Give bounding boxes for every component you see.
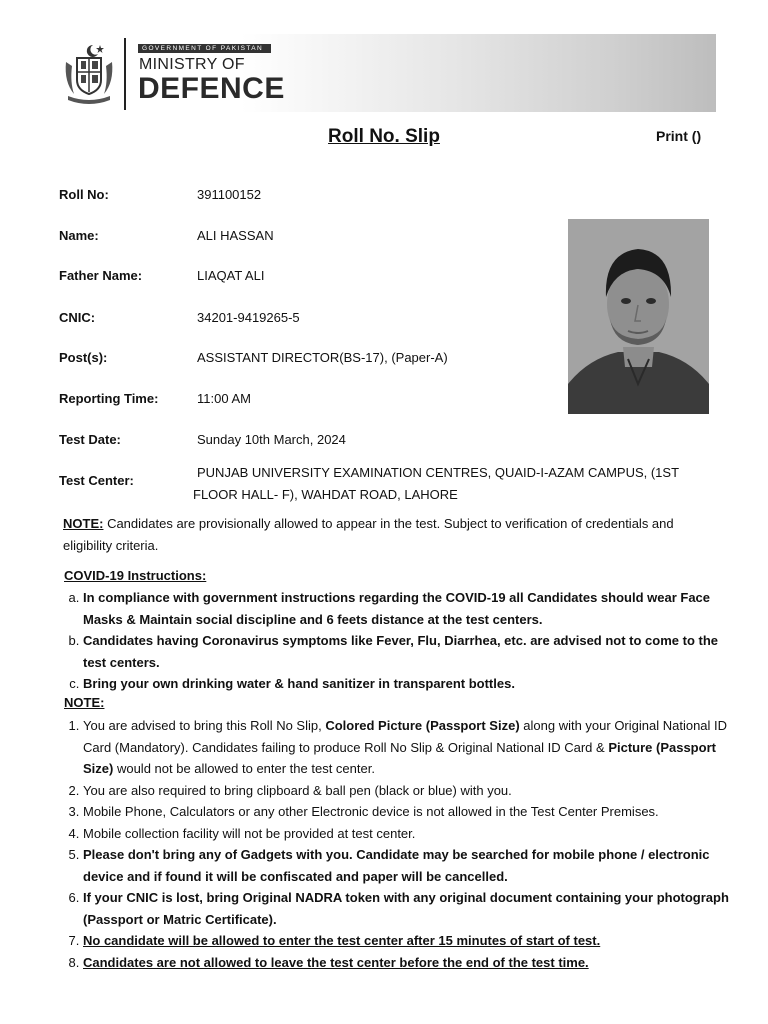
name-label: Name: xyxy=(59,228,99,243)
test-date-value: Sunday 10th March, 2024 xyxy=(197,432,346,447)
list-item xyxy=(83,630,733,673)
roll-no-label: Roll No: xyxy=(59,187,109,202)
list-item xyxy=(83,780,733,802)
note-text: Candidates are provisionally allowed to appear in the test. Subject to verification of credentials and eligibility criteria. xyxy=(63,516,674,553)
note-2: You are also required to bring clipboard & ball pen (black or blue) with you. xyxy=(83,782,512,798)
list-item xyxy=(83,930,733,952)
list-item xyxy=(83,673,733,695)
note-1c: along with your Original National ID Card (Mandatory). Candidates failing to produce Roll No Slip & Original National ID Card & xyxy=(83,718,728,755)
note-5: Please don't bring any of Gadgets with you. Candidate may be searched for mobile phone / electronic device and if found it will be confiscated and paper will be cancelled. xyxy=(83,847,710,884)
page-title: Roll No. Slip xyxy=(328,126,440,147)
covid-item-text: In compliance with government instructions regarding the COVID-19 all Candidates should wear Face Masks & Maintain social discipline and 6 feets distance at the test centers. xyxy=(83,590,711,627)
father-name-value: LIAQAT ALI xyxy=(197,268,265,283)
posts-label: Post(s): xyxy=(59,350,108,365)
reporting-time-label: Reporting Time: xyxy=(59,391,159,406)
test-center-label: Test Center: xyxy=(59,473,134,488)
note-label: NOTE: xyxy=(63,516,104,531)
list-item xyxy=(83,801,733,823)
list-item xyxy=(83,887,733,930)
list-item xyxy=(83,952,733,974)
note-4: Mobile collection facility will not be provided at test center. xyxy=(83,825,416,841)
note-6: If your CNIC is lost, bring Original NADRA token with any original document containing your photograph (Passport or Matric Certificate). xyxy=(83,890,729,927)
list-item xyxy=(83,823,733,845)
notes-list xyxy=(64,715,733,973)
covid-instructions-list xyxy=(64,587,733,695)
note-1e: would not be allowed to enter the test center. xyxy=(113,761,375,776)
posts-value: ASSISTANT DIRECTOR(BS-17), (Paper-A) xyxy=(197,350,448,365)
test-center-value: PUNJAB UNIVERSITY EXAMINATION CENTRES, QUAID-I-AZAM CAMPUS, (1ST FLOOR HALL- F), WAHDAT ROAD, LAHORE xyxy=(193,465,679,502)
note-1a: You are advised to bring this Roll No Slip, xyxy=(83,718,326,733)
government-label: GOVERNMENT OF PAKISTAN xyxy=(138,44,271,53)
note-3: Mobile Phone, Calculators or any other Electronic device is not allowed in the Test Center Premises. xyxy=(83,804,659,819)
candidate-photo xyxy=(568,219,709,414)
covid-heading: COVID-19 Instructions: xyxy=(64,568,207,583)
cnic-value: 34201-9419265-5 xyxy=(197,310,300,325)
ministry-header xyxy=(56,34,716,112)
ministry-of-label: MINISTRY OF xyxy=(139,56,245,73)
roll-no-value: 391100152 xyxy=(197,187,262,202)
test-date-label: Test Date: xyxy=(59,432,121,447)
note-1b: Colored Picture (Passport Size) xyxy=(325,718,520,733)
reporting-time-value: 11:00 AM xyxy=(197,391,251,406)
note-8: Candidates are not allowed to leave the test center before the end of the test time. xyxy=(83,954,589,970)
father-name-label: Father Name: xyxy=(59,268,143,283)
covid-item-text: Candidates having Coronavirus symptoms like Fever, Flu, Diarrhea, etc. are advised not to come to the test centers. xyxy=(83,633,719,670)
note-1d: Picture (Passport Size) xyxy=(83,739,716,776)
state-emblem-icon xyxy=(60,42,118,104)
list-item xyxy=(83,844,733,887)
provisional-note xyxy=(63,513,703,557)
print-link[interactable]: Print () xyxy=(656,128,702,144)
candidate-portrait-icon xyxy=(568,219,709,414)
defence-label: DEFENCE xyxy=(138,72,285,105)
note-7: No candidate will be allowed to enter the test center after 15 minutes of start of test. xyxy=(83,933,601,948)
header-divider xyxy=(124,38,126,110)
name-value: ALI HASSAN xyxy=(197,228,274,243)
notes-heading: NOTE: xyxy=(64,695,105,710)
list-item xyxy=(83,587,733,630)
list-item xyxy=(83,715,733,780)
cnic-label: CNIC: xyxy=(59,310,96,325)
covid-item-text: Bring your own drinking water & hand sanitizer in transparent bottles. xyxy=(83,676,515,691)
